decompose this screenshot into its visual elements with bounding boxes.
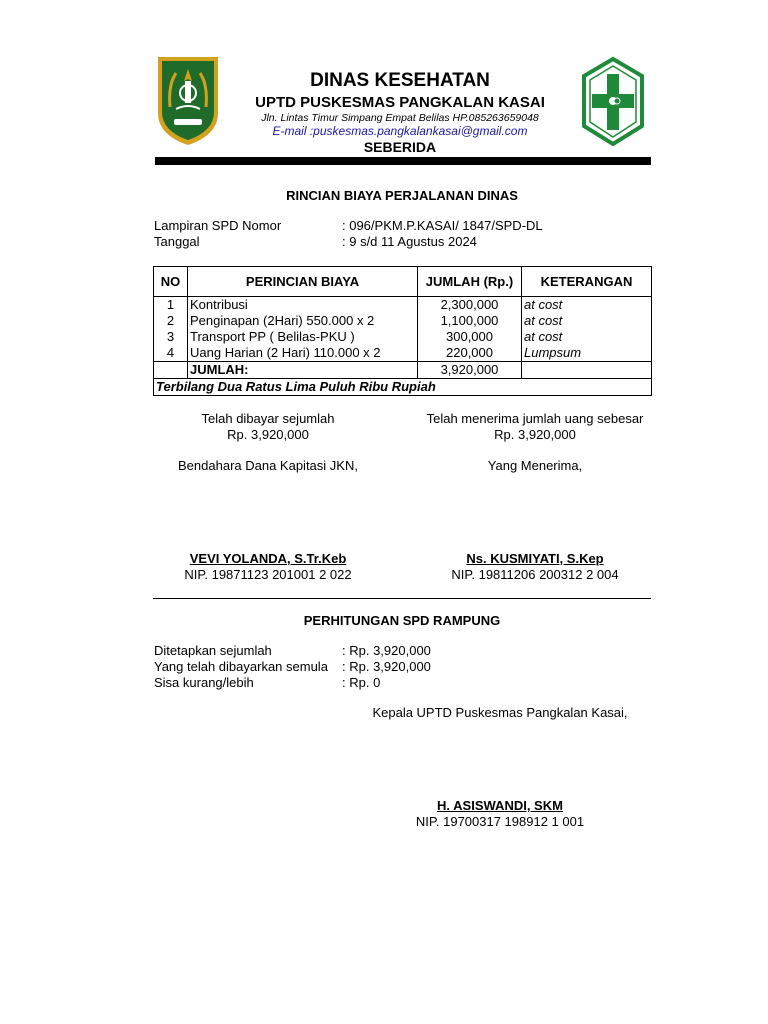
- row-note: at cost: [522, 329, 652, 345]
- treasurer-name: VEVI YOLANDA, S.Tr.Keb: [189, 551, 347, 566]
- total-amount: 3,920,000: [418, 362, 522, 379]
- unit-name: UPTD PUSKESMAS PANGKALAN KASAI: [255, 94, 545, 111]
- head-role: Kepala UPTD Puskesmas Pangkalan Kasai,: [372, 705, 628, 720]
- total-empty: [154, 362, 188, 379]
- field-label-spd: Lampiran SPD Nomor: [154, 218, 282, 233]
- row-no: 3: [154, 329, 188, 345]
- received-line1: Telah menerima jumlah uang sebesar: [426, 411, 644, 426]
- paid-amount: Rp. 3,920,000: [227, 427, 309, 442]
- receiver-role: Yang Menerima,: [487, 458, 583, 473]
- amount-in-words-row: [154, 379, 652, 396]
- receiver-name: Ns. KUSMIYATI, S.Kep: [466, 551, 604, 566]
- received-amount: Rp. 3,920,000: [494, 427, 576, 442]
- field-value-spd: : 096/PKM.P.KASAI/ 1847/SPD-DL: [342, 218, 543, 233]
- head-nip: NIP. 19700317 198912 1 001: [415, 814, 585, 829]
- row-desc: Transport PP ( Belilas-PKU ): [188, 329, 418, 345]
- row-amount: 220,000: [418, 345, 522, 362]
- table-header: [154, 267, 652, 297]
- city: SEBERIDA: [363, 139, 437, 155]
- address: Jln. Lintas Timur Simpang Empat Belilas HP.085263659048: [261, 112, 539, 124]
- regency-emblem-icon: [156, 55, 220, 147]
- header-amount: JUMLAH (Rp.): [418, 267, 522, 297]
- row-desc: Kontribusi: [188, 297, 418, 314]
- calc-label-remaining: Sisa kurang/lebih: [154, 675, 254, 690]
- table-row: [154, 297, 652, 314]
- agency-name: DINAS KESEHATAN: [310, 70, 490, 91]
- calc-title: PERHITUNGAN SPD RAMPUNG: [303, 613, 501, 628]
- header-no: NO: [154, 267, 188, 297]
- row-note: Lumpsum: [522, 345, 652, 362]
- field-label-date: Tanggal: [154, 234, 200, 249]
- calc-label-paid: Yang telah dibayarkan semula: [154, 659, 328, 674]
- table-row: [154, 345, 652, 362]
- document-title: RINCIAN BIAYA PERJALANAN DINAS: [286, 188, 518, 203]
- row-desc: Penginapan (2Hari) 550.000 x 2: [188, 313, 418, 329]
- total-label: JUMLAH:: [188, 362, 418, 379]
- table-row: [154, 313, 652, 329]
- cost-table: [153, 266, 652, 396]
- paid-line1: Telah dibayar sejumlah: [201, 411, 335, 426]
- row-amount: 2,300,000: [418, 297, 522, 314]
- calc-label-set: Ditetapkan sejumlah: [154, 643, 272, 658]
- row-no: 1: [154, 297, 188, 314]
- total-row: [154, 362, 652, 379]
- field-value-date: : 9 s/d 11 Agustus 2024: [342, 234, 477, 249]
- amount-in-words: Terbilang Dua Ratus Lima Puluh Ribu Rupiah: [154, 379, 652, 396]
- receiver-nip: NIP. 19811206 200312 2 004: [451, 567, 619, 582]
- row-amount: 1,100,000: [418, 313, 522, 329]
- table-row: [154, 329, 652, 345]
- treasurer-nip: NIP. 19871123 201001 2 022: [184, 567, 352, 582]
- treasurer-role: Bendahara Dana Kapitasi JKN,: [178, 458, 358, 473]
- puskesmas-logo-icon: [580, 56, 646, 148]
- calc-value-paid: : Rp. 3,920,000: [342, 659, 431, 674]
- header-note: KETERANGAN: [522, 267, 652, 297]
- email: E-mail :puskesmas.pangkalankasai@gmail.com: [272, 124, 528, 138]
- calc-value-set: : Rp. 3,920,000: [342, 643, 431, 658]
- row-no: 4: [154, 345, 188, 362]
- head-name: H. ASISWANDI, SKM: [437, 798, 563, 813]
- row-note: at cost: [522, 313, 652, 329]
- row-amount: 300,000: [418, 329, 522, 345]
- calc-value-remaining: : Rp. 0: [342, 675, 381, 690]
- header-divider: [155, 157, 651, 165]
- row-desc: Uang Harian (2 Hari) 110.000 x 2: [188, 345, 418, 362]
- row-no: 2: [154, 313, 188, 329]
- header-desc: PERINCIAN BIAYA: [188, 267, 418, 297]
- row-note: at cost: [522, 297, 652, 314]
- section-divider: [153, 598, 651, 599]
- total-note-empty: [522, 362, 652, 379]
